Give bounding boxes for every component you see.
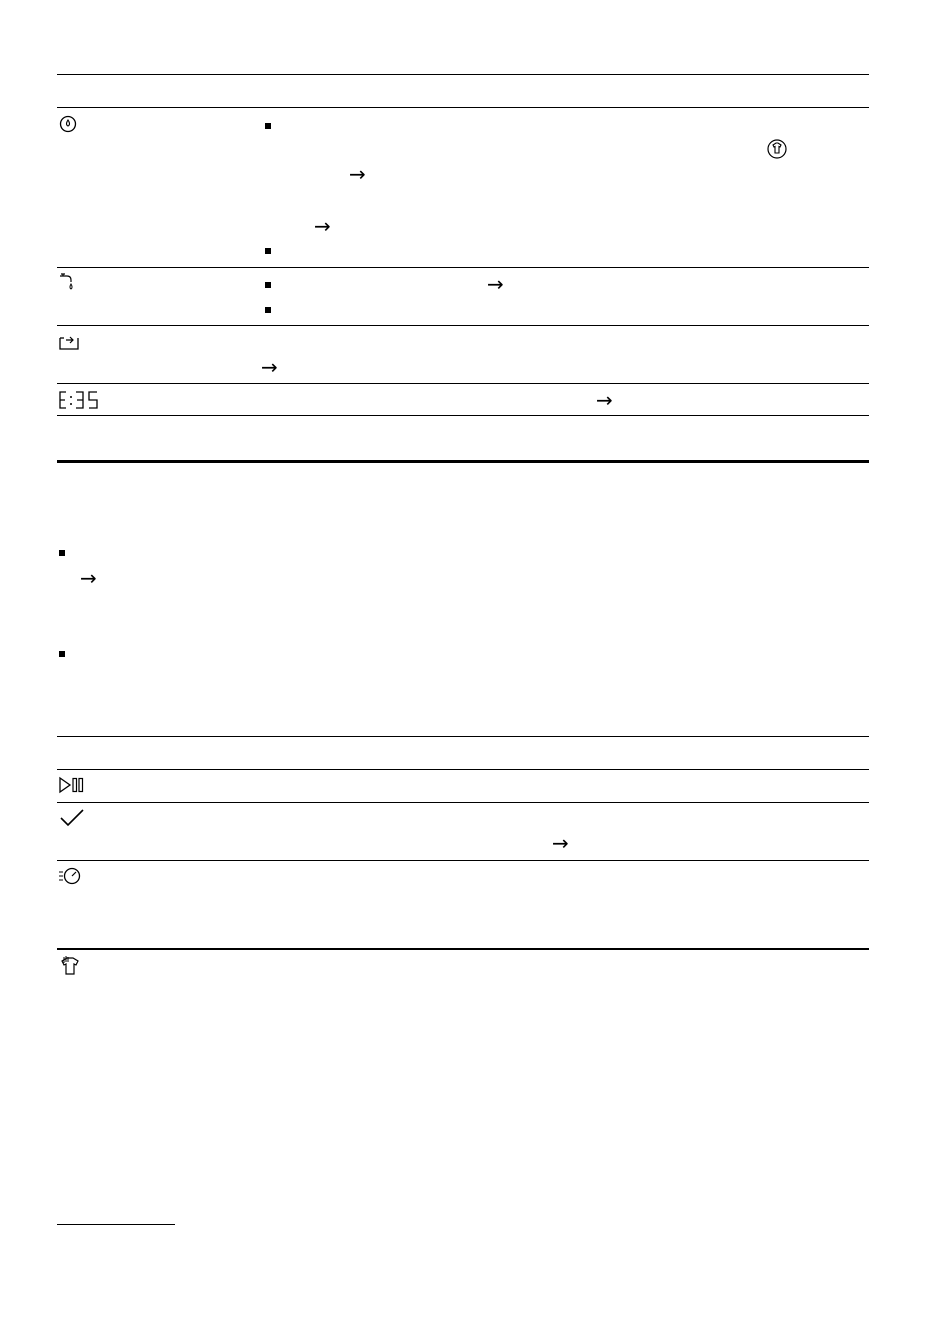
table2-header-rule bbox=[57, 769, 869, 770]
table1-row-rule bbox=[57, 383, 869, 384]
arrow-icon: → bbox=[261, 355, 278, 379]
section-divider bbox=[57, 948, 869, 950]
speed-dial-icon bbox=[58, 866, 82, 886]
table1-row-rule bbox=[57, 267, 869, 268]
shirt-spin-icon bbox=[766, 138, 788, 160]
table1-header-rule bbox=[57, 107, 869, 108]
table2-row-rule bbox=[57, 802, 869, 803]
tap-water-icon bbox=[58, 272, 78, 292]
table1-row-rule bbox=[57, 325, 869, 326]
lock-drop-icon bbox=[58, 114, 78, 134]
checkmark-icon bbox=[58, 808, 86, 828]
error-code-icon bbox=[57, 389, 101, 411]
section-divider bbox=[57, 460, 869, 463]
table2-row-rule bbox=[57, 860, 869, 861]
start-pause-icon bbox=[58, 776, 86, 794]
hand-wash-shirt-icon bbox=[58, 955, 82, 977]
table1-top-rule bbox=[57, 74, 869, 75]
arrow-icon: → bbox=[596, 388, 613, 412]
arrow-icon: → bbox=[80, 566, 97, 590]
drain-tray-icon bbox=[58, 332, 80, 352]
arrow-icon: → bbox=[349, 162, 366, 186]
arrow-icon: → bbox=[314, 214, 331, 238]
table2-top-rule bbox=[57, 736, 869, 737]
table1-bottom-rule bbox=[57, 415, 869, 416]
list-bullet bbox=[265, 282, 271, 288]
list-bullet bbox=[265, 123, 271, 129]
list-bullet bbox=[265, 307, 271, 313]
list-bullet bbox=[59, 550, 65, 556]
arrow-icon: → bbox=[552, 831, 569, 855]
arrow-icon: → bbox=[487, 272, 504, 296]
list-bullet bbox=[265, 248, 271, 254]
list-bullet bbox=[59, 651, 65, 657]
footnote-rule bbox=[57, 1224, 175, 1225]
